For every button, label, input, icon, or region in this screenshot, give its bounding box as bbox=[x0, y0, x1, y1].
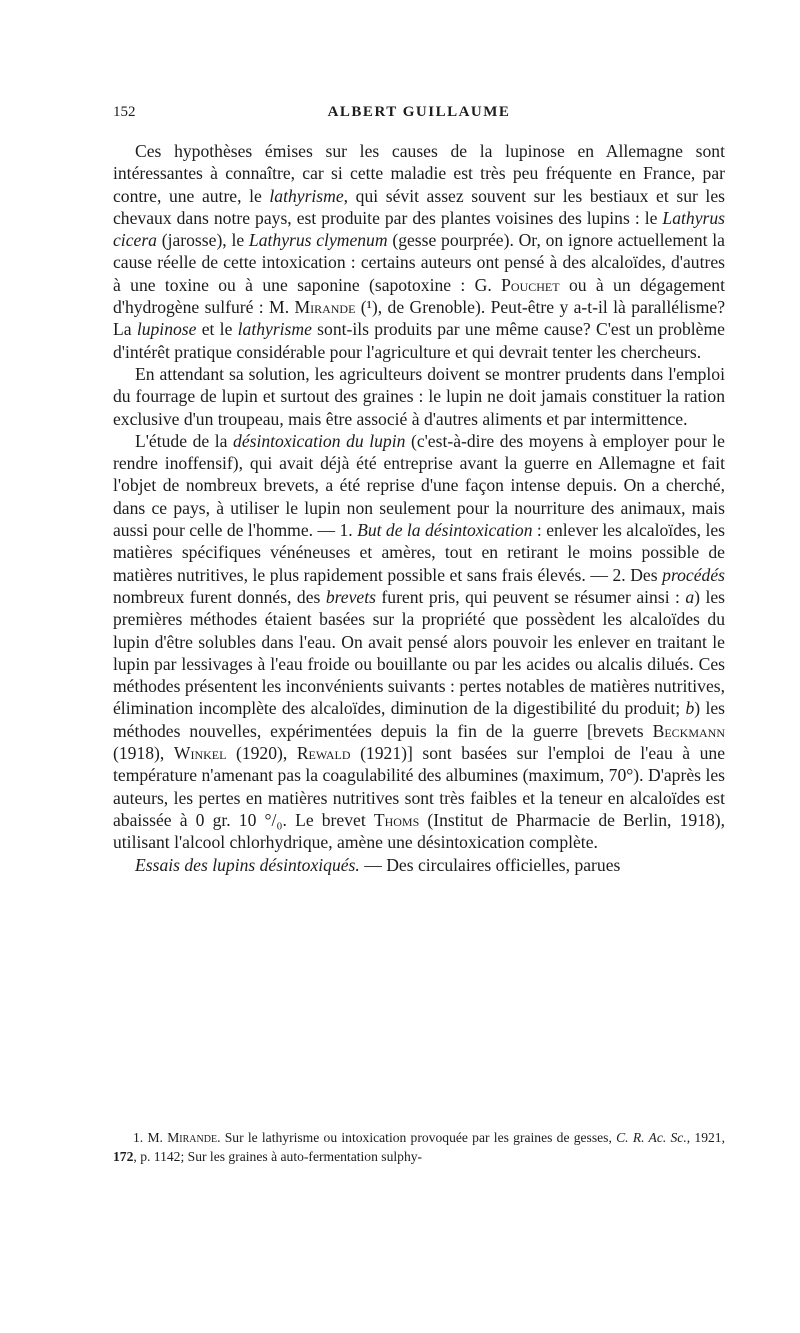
section-heading-essais: Essais des lupins désintoxiqués. bbox=[135, 854, 360, 875]
paragraph-essais: Essais des lupins désintoxiqués. — Des circulaires officielles, parues bbox=[135, 854, 621, 875]
paragraph-desintoxication: L'étude de la désintoxication du lupin (c'est-à-dire des moyens à employer pour le rendre inoffensif), qui avait déjà été entreprise avant la guerre en Allemagne et fait l'objet de nombreux brevets, a été reprise d'une façon intense depuis. On a cherché, dans ce pays, à utiliser le lupin non seulement pour la nourriture des animaux, mais aussi pour celle de l'homme. — 1. But de la désintoxication : enlever les alcaloïdes, les matières spécifiques vénéneuses et amères, tout en retirant le moins possible de matières nutritives, le plus rapidement possible et sans frais élevés. — 2. Des procédés nombreux furent donnés, des brevets furent pris, qui peuvent se résumer ainsi : a) les premières méthodes étaient basées sur la propriété que possèdent les alcaloïdes du lupin d'être solubles dans l'eau. On avait pensé alors pouvoir les enlever en traitant le lupin par lessivages à l'eau froide ou bouillante ou par les acides ou alcalis dilués. Ces méthodes présentent les inconvénients suivants : pertes notables de matières nutritives, élimination incomplète des alcaloïdes, diminution de la digestibilité du produit; b) les méthodes nouvelles, expérimentées depuis la fin de la guerre [brevets Beckmann (1918), Winkel (1920), Rewald (1921)] sont basées sur l'emploi de l'eau à une température n'amenant pas la coagulabilité des albumines (maximum, 70°). D'après les auteurs, les pertes en matières nutritives sont très faibles et la teneur en alcaloïdes est abaissée à 0 gr. 10 °/₀. Le brevet Thoms (Institut de Pharmacie de Berlin, 1918), utilisant l'alcool chlorhydrique, amène une désintoxication complète. bbox=[113, 430, 726, 853]
footnote: 1. M. Mirande. Sur le lathyrisme ou intoxication provoquée par les graines de gesses, C. R. Ac. Sc., 1921, 172, p. 1142; Sur les graines à auto-fermentation sulphy- bbox=[113, 1130, 725, 1164]
running-title: ALBERT GUILLAUME bbox=[327, 104, 511, 120]
paragraph-precautions: En attendant sa solution, les agriculteurs doivent se montrer prudents dans l'emploi du fourrage de lupin et surtout des graines : le lupin ne doit jamais constituer la ration exclusive d'un troupeau, mais être associé à d'autres aliments et par intermittence. bbox=[113, 363, 725, 429]
running-header bbox=[113, 104, 725, 126]
paragraph-lathyrisme: Ces hypothèses émises sur les causes de la lupinose en Allemagne sont intéressantes à connaître, car si cette maladie est très peu fréquente en France, par contre, une autre, le lathyrisme, qui sévit assez souvent sur les bestiaux et sur les chevaux dans notre pays, est produite par des plantes voisines des lupins : le Lathyrus cicera (jarosse), le Lathyrus clymenum (gesse pourprée). Or, on ignore actuellement la cause réelle de cette intoxication : certains auteurs ont pensé à des alcaloïdes, d'autres à une toxine ou à une saponine (sapotoxine : G. Pouchet ou à un dégagement d'hydrogène sulfuré : M. Mirande (¹), de Grenoble). Peut-être y a-t-il là parallélisme? La lupinose et le lathyrisme sont-ils produits par une même cause? C'est un problème d'intérêt pratique considérable pour l'agriculture et qui devrait tenter les chercheurs. bbox=[113, 141, 725, 362]
body-text bbox=[113, 140, 725, 876]
page-number: 152 bbox=[113, 104, 136, 120]
